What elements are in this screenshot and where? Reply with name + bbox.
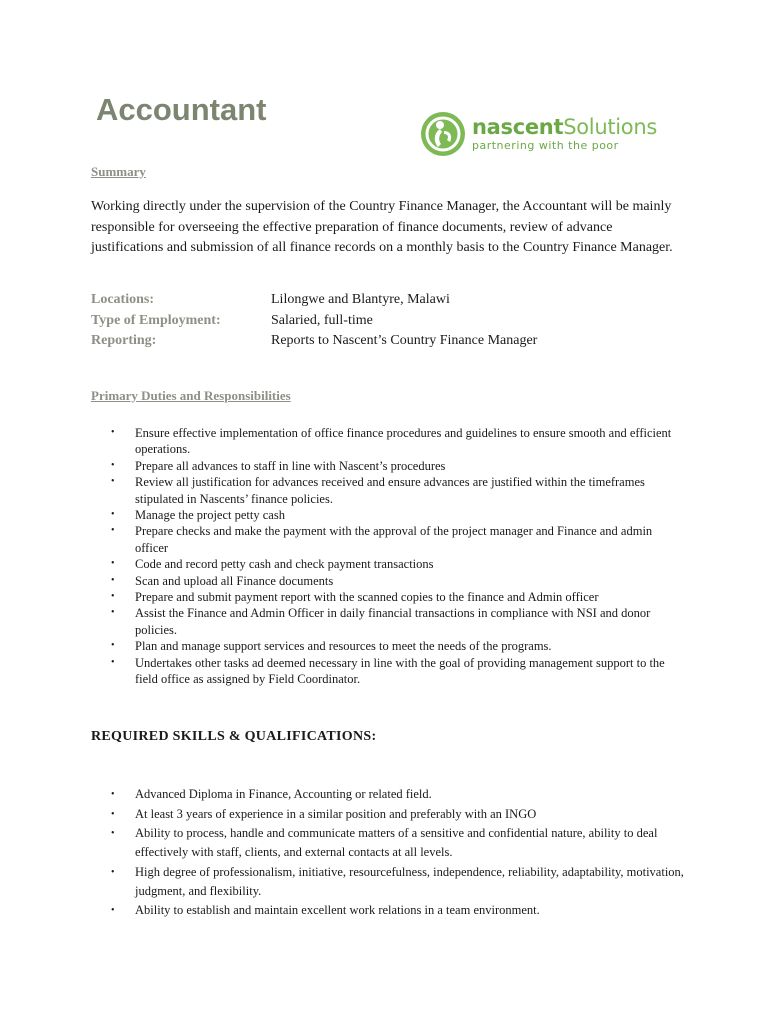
duty-text: Code and record petty cash and check payment transactions bbox=[135, 557, 434, 572]
page-title: Accountant bbox=[96, 92, 267, 127]
skill-text: Ability to process, handle and communicate matters of a sensitive and confidential nature, ability to deal effectively with staff, clients, and external contacts at all levels. bbox=[135, 826, 658, 859]
bullet-icon: • bbox=[111, 828, 115, 839]
bullet-icon: • bbox=[111, 427, 115, 438]
bullet-icon: • bbox=[111, 525, 115, 537]
detail-label: Locations: bbox=[91, 292, 154, 307]
skill-text: High degree of professionalism, initiative, resourcefulness, independence, reliability, adaptability, motivation, judgment, and flexibility. bbox=[135, 864, 684, 898]
detail-label: Reporting: bbox=[91, 333, 157, 348]
logo-name-bold: nascent bbox=[472, 115, 564, 139]
company-logo bbox=[420, 104, 670, 164]
duty-text: Assist the Finance and Admin Officer in daily financial transactions in compliance with NSI and donor policies. bbox=[135, 606, 651, 637]
duty-text: Scan and upload all Finance documents bbox=[135, 573, 334, 588]
bullet-icon: • bbox=[111, 656, 115, 668]
duty-text: Prepare checks and make the payment with the approval of the project manager and Finance and admin officer bbox=[135, 524, 653, 555]
bullet-icon: • bbox=[111, 640, 115, 652]
logo-name-light: Solutions bbox=[563, 115, 657, 139]
bullet-icon: • bbox=[111, 459, 115, 471]
bullet-icon: • bbox=[111, 476, 115, 488]
detail-value: Salaried, full-time bbox=[271, 312, 373, 328]
list-item bbox=[91, 805, 687, 824]
duty-text: Plan and manage support services and resources to meet the needs of the programs. bbox=[135, 639, 552, 654]
duty-text: Prepare and submit payment report with the scanned copies to the finance and Admin officer bbox=[135, 590, 599, 605]
list-item bbox=[91, 573, 681, 589]
bullet-icon: • bbox=[111, 905, 115, 916]
bullet-icon: • bbox=[111, 607, 115, 619]
nascent-logo-icon bbox=[420, 111, 466, 157]
duties-heading: Primary Duties and Responsibilities bbox=[91, 388, 291, 403]
list-item bbox=[91, 638, 681, 654]
detail-row bbox=[91, 292, 537, 313]
job-details-table bbox=[91, 292, 537, 354]
duty-text: Prepare all advances to staff in line with Nascent’s procedures bbox=[135, 458, 446, 473]
skill-text: At least 3 years of experience in a similar position and preferably with an INGO bbox=[135, 806, 537, 821]
list-item bbox=[91, 655, 681, 688]
list-item bbox=[91, 507, 681, 523]
list-item bbox=[91, 785, 687, 804]
list-item bbox=[91, 523, 681, 556]
list-item bbox=[91, 556, 681, 572]
summary-paragraph: Working directly under the supervision of the Country Finance Manager, the Accountant will be mainly responsible for overseeing the effective preparation of finance documents, review of advance justifications and submission of all finance records on a monthly basis to the Country Finance Manager. bbox=[91, 199, 673, 255]
skills-list bbox=[91, 785, 687, 921]
list-item bbox=[91, 863, 687, 901]
detail-value: Reports to Nascent’s Country Finance Manager bbox=[271, 333, 538, 348]
bullet-icon: • bbox=[111, 558, 115, 570]
bullet-icon: • bbox=[111, 808, 115, 820]
bullet-icon: • bbox=[111, 509, 115, 521]
bullet-icon: • bbox=[111, 574, 115, 586]
list-item bbox=[91, 901, 687, 920]
list-item bbox=[91, 605, 681, 638]
duty-text: Ensure effective implementation of office finance procedures and guidelines to ensure smooth and efficient operations. bbox=[135, 426, 672, 457]
list-item bbox=[91, 425, 681, 458]
bullet-icon: • bbox=[111, 866, 115, 878]
logo-tagline: partnering with the poor bbox=[472, 139, 619, 152]
detail-value: Lilongwe and Blantyre, Malawi bbox=[271, 292, 450, 307]
list-item bbox=[91, 474, 681, 507]
bullet-icon: • bbox=[111, 789, 115, 800]
duty-text: Manage the project petty cash bbox=[135, 508, 285, 523]
duty-text: Undertakes other tasks ad deemed necessary in line with the goal of providing management support to the field office as assigned by Field Coordinator. bbox=[135, 655, 665, 687]
duty-text: Review all justification for advances received and ensure advances are justified within the timeframes stipulated in Nascents’ finance policies. bbox=[135, 475, 645, 506]
list-item bbox=[91, 824, 687, 862]
duties-list bbox=[91, 425, 681, 688]
summary-heading: Summary bbox=[91, 164, 146, 179]
detail-row bbox=[91, 333, 537, 354]
skill-text: Ability to establish and maintain excellent work relations in a team environment. bbox=[135, 903, 540, 917]
detail-row bbox=[91, 313, 537, 334]
bullet-icon: • bbox=[111, 591, 115, 603]
logo-wordmark bbox=[472, 117, 657, 138]
skills-heading: REQUIRED SKILLS & QUALIFICATIONS: bbox=[91, 729, 377, 744]
list-item bbox=[91, 458, 681, 474]
skill-text: Advanced Diploma in Finance, Accounting or related field. bbox=[135, 787, 432, 801]
list-item bbox=[91, 589, 681, 605]
detail-label: Type of Employment: bbox=[91, 312, 221, 328]
